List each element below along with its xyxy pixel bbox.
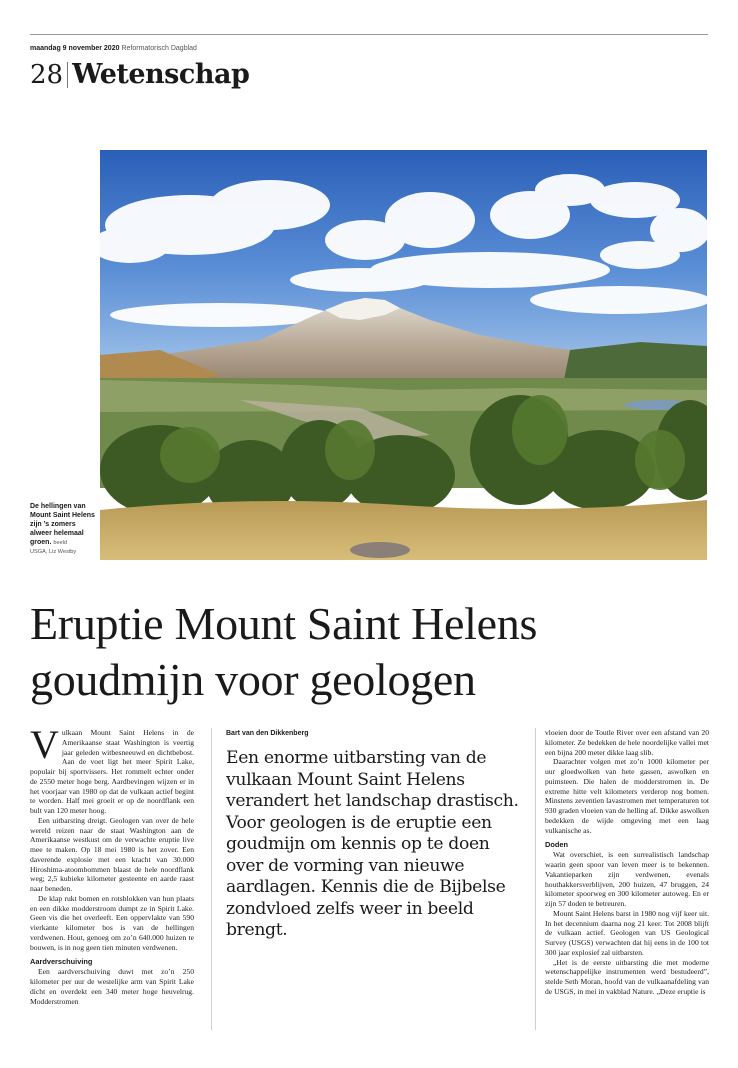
subheading: Aardverschuiving [30,957,93,967]
article-column-3 [545,728,709,997]
paragraph: Mount Saint Helens barst in 1980 nog vijf keer uit. In het decennium daarna nog 21 keer. Tot 2008 blijft de vulkaan actief. Geologen van US Geological Survey (USGS) verwachten dat hij eens in de 100 tot 300 jaar explosief zal uitbarsten. [545,908,709,957]
headline-line-2: goudmijn voor geologen [30,654,476,705]
paragraph: Een aardverschuiving duwt met zo’n 250 kilometer per uur de westelijke arm van Spirit Lake dicht en overdekt een 340 meter hoge heuvelrug. Modderstromen [30,967,194,1006]
section-title: Wetenschap [72,59,250,90]
caption-credit: USGA, Liz Westby [30,549,77,555]
mountain-photo [100,150,707,560]
subheading: Doden [545,840,568,850]
paragraph: Wat overschiet, is een surrealistisch landschap waarin geen spoor van leven meer is te bekennen. Vakantieparken zijn verdwenen, evenals houthakkersverblijven, 200 huizen, 47 bruggen, 24 kilometer spoorweg en 300 kilometer autoweg. En er zijn 57 doden te betreuren. [545,850,709,908]
paragraph: De klap rukt bomen en rotsblokken van hun plaats en een dikke modderstroom dumpt ze in Spirit Lake. Geen vis die het overleeft. Een oppervlakte van 590 vierkante kilometer bos is van de hellingen verdwenen. Hout, genoeg om zo’n 640.000 huizen te bouwen, is in nog geen tien minuten verdwenen. [30,893,194,952]
headline-line-1: Eruptie Mount Saint Helens [30,598,538,649]
caption-credit-label: beeld [53,540,68,546]
column-divider [535,728,536,1030]
publication-name: Reformatorisch Dagblad [121,45,197,52]
page-number: 28 [30,60,64,90]
paragraph: vloeien door de Toutle River over een afstand van 20 kilometer. Ze bedekken de hele noordelijke vallei met een bijna 200 meter dikke laag slib. [545,728,709,757]
drop-cap: V [30,722,59,767]
paragraph: Daarachter volgen met zo’n 1000 kilometer per uur gloedwolken van hete gassen, aswolken en puimsteen. Die halen de modderstromen in. De extreme hitte velt kilometers verderop nog bomen. Minstens zeventien lavastromen met temperaturen tot 930 graden vloeien van de helling af. Dikke aswolken bedekken de wijde omgeving met een laag vulkanische as. [545,757,709,835]
photo-caption [30,502,96,556]
issue-date: maandag 9 november 2020 [30,45,120,52]
page-header [30,60,249,90]
headline [30,596,720,708]
paragraph: „Het is de eerste uitbarsting die met moderne wetenschappelijke instrumenten werd bestudeerd”, stelde Seth Moran, hoofd van de vulkaanafdeling van de USGS, in mei in vakblad Nature. „Deze eruptie is [545,957,709,996]
paragraph: ulkaan Mount Saint Helens in de Amerikaanse staat Washington is veertig jaar geleden witbesneeuwd en dichtbebost. Aan de voet ligt het meer Spirit Lake, populair bij sportvissers. Het rommelt echter onder de 2550 meter hoge berg. Aardbevingen wijzen er in het voorjaar van 1980 op dat de vulkaan actief begint te worden. Half mei groeit er op de noordflank een bult van 120 meter hoog. [30,728,194,815]
byline: Bart van den Dikkenberg [226,730,309,737]
article-column-1 [30,722,194,1006]
header-rule [30,34,708,35]
paragraph: Een uitbarsting dreigt. Geologen van over de hele wereld reizen naar de staat Washington aan de Amerikaanse westkust om de verwachte eruptie live mee te maken. Op 18 mei 1980 is het zover. Een daverende explosie met een kracht van 30.000 Hiroshima-atoombommen blaast de hele noordflank weg; 2,5 kubieke kilometer gesteente en aarde raast naar beneden. [30,815,194,893]
caption-text: De hellingen van Mount Saint Helens zijn ’s zomers alweer helemaal groen. [30,503,95,546]
column-divider [211,728,212,1030]
dateline [30,45,197,52]
page-header-divider [67,62,68,88]
intro-lead: Een enorme uitbarsting van de vulkaan Mount Saint Helens verandert het landschap drastisch. Voor geologen is de eruptie een goudmijn om kennis op te doen over de vorming van nieuwe aardlagen. Kennis die de Bijbelse zondvloed zelfs weer in beeld brengt. [226,748,519,940]
